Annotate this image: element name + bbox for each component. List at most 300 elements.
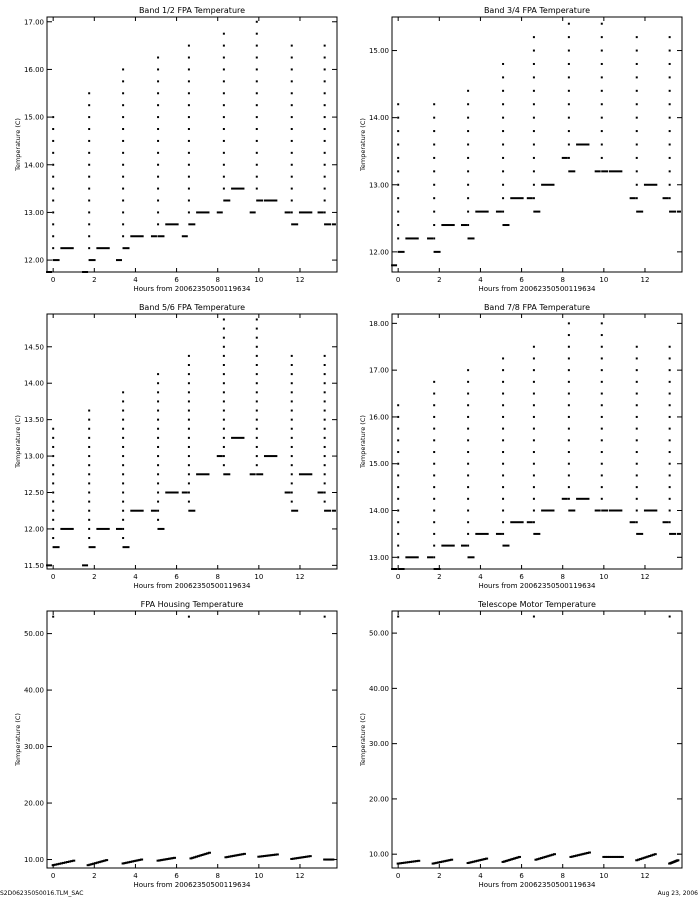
- data-point: [461, 224, 467, 226]
- data-point: [433, 404, 435, 406]
- data-point: [601, 474, 603, 476]
- data-point: [533, 439, 535, 441]
- data-point: [223, 410, 225, 412]
- data-point: [636, 36, 638, 38]
- data-point: [502, 157, 504, 159]
- data-point: [88, 200, 90, 202]
- data-point: [157, 92, 159, 94]
- data-point: [285, 492, 291, 494]
- y-tick-label: 20.00: [23, 799, 44, 808]
- data-point: [256, 373, 258, 375]
- data-point: [52, 188, 54, 190]
- data-point: [324, 391, 326, 393]
- data-point: [568, 36, 570, 38]
- data-point: [188, 223, 195, 225]
- data-point: [433, 130, 435, 132]
- data-point: [188, 80, 190, 82]
- data-point: [533, 474, 535, 476]
- data-point: [122, 80, 124, 82]
- data-point: [533, 486, 535, 488]
- data-point: [223, 391, 225, 393]
- data-point: [533, 130, 535, 132]
- data-point: [405, 556, 418, 558]
- data-point: [595, 170, 601, 172]
- data-point: [636, 197, 638, 199]
- data-point: [433, 211, 435, 213]
- data-point: [502, 211, 504, 213]
- y-tick-label: 11.50: [23, 561, 44, 570]
- data-point: [157, 437, 159, 439]
- data-point: [588, 852, 591, 854]
- data-point: [324, 419, 326, 421]
- data-point: [467, 451, 469, 453]
- data-point: [677, 211, 681, 213]
- data-point: [601, 463, 603, 465]
- data-point: [502, 170, 504, 172]
- data-point: [669, 184, 671, 186]
- chart-panel-6: [359, 600, 682, 889]
- data-point: [88, 235, 90, 237]
- data-point: [140, 859, 143, 861]
- data-point: [433, 416, 435, 418]
- data-point: [82, 271, 88, 273]
- data-point: [398, 568, 405, 570]
- data-point: [467, 486, 469, 488]
- plot-frame: [392, 314, 682, 569]
- data-point: [533, 369, 535, 371]
- y-tick-label: 14.00: [368, 114, 389, 123]
- y-tick-label: 12.50: [23, 489, 44, 497]
- data-point: [533, 521, 535, 523]
- footer-date: Aug 23, 2006: [657, 890, 698, 897]
- data-point: [397, 533, 399, 535]
- data-point: [467, 474, 469, 476]
- data-point: [122, 188, 124, 190]
- data-point: [89, 546, 96, 548]
- data-point: [88, 410, 90, 412]
- data-point: [223, 104, 225, 106]
- data-point: [601, 157, 603, 159]
- data-point: [636, 117, 638, 119]
- data-point: [467, 157, 469, 159]
- data-point: [122, 473, 124, 475]
- chart-title: Telescope Motor Temperature: [478, 600, 596, 609]
- x-tick-label: 8: [215, 573, 220, 581]
- data-point: [88, 501, 90, 503]
- data-point: [636, 170, 638, 172]
- data-point: [502, 197, 504, 199]
- data-point: [324, 57, 326, 59]
- data-point: [636, 369, 638, 371]
- data-point: [324, 428, 326, 430]
- data-point: [441, 224, 454, 226]
- data-point: [636, 521, 638, 523]
- data-point: [541, 510, 554, 512]
- y-tick-label: 16.00: [368, 413, 389, 422]
- data-point: [467, 533, 469, 535]
- x-tick-label: 12: [640, 872, 650, 880]
- data-point: [533, 63, 535, 65]
- data-point: [291, 104, 293, 106]
- data-point: [188, 355, 190, 357]
- data-point: [434, 251, 441, 253]
- data-point: [397, 211, 399, 213]
- data-point: [669, 474, 671, 476]
- data-point: [165, 223, 178, 225]
- data-point: [568, 322, 570, 324]
- data-point: [188, 176, 190, 178]
- data-point: [669, 346, 671, 348]
- data-point: [157, 382, 159, 384]
- data-point: [502, 533, 504, 535]
- data-point: [243, 853, 246, 855]
- data-point: [256, 337, 258, 339]
- data-point: [568, 23, 570, 25]
- data-point: [636, 381, 638, 383]
- data-point: [157, 419, 159, 421]
- data-point: [291, 455, 293, 457]
- data-point: [467, 498, 469, 500]
- data-point: [88, 510, 90, 512]
- data-point: [188, 492, 190, 494]
- data-point: [223, 355, 225, 357]
- data-point: [130, 235, 143, 237]
- data-point: [223, 200, 230, 202]
- data-point: [276, 853, 279, 855]
- x-tick-label: 4: [478, 276, 483, 284]
- data-point: [256, 382, 258, 384]
- data-point: [434, 568, 441, 570]
- data-point: [157, 176, 159, 178]
- data-point: [636, 404, 638, 406]
- data-point: [397, 144, 399, 146]
- data-point: [601, 63, 603, 65]
- data-point: [324, 501, 326, 503]
- data-point: [291, 152, 293, 154]
- data-point: [417, 860, 420, 862]
- x-tick-label: 2: [437, 573, 442, 581]
- data-point: [188, 200, 190, 202]
- data-point: [157, 428, 159, 430]
- data-point: [533, 184, 535, 186]
- data-point: [324, 140, 326, 142]
- x-tick-label: 6: [174, 872, 179, 880]
- y-tick-label: 17.00: [23, 18, 44, 27]
- data-point: [324, 373, 326, 375]
- data-point: [601, 451, 603, 453]
- footer-filename: S2D06235050016.TLM_SAC: [0, 890, 84, 897]
- x-tick-label: 2: [92, 276, 97, 284]
- data-point: [427, 237, 433, 239]
- data-point: [676, 859, 679, 861]
- data-point: [122, 140, 124, 142]
- data-point: [397, 486, 399, 488]
- data-point: [122, 519, 124, 521]
- data-point: [223, 419, 225, 421]
- data-point: [502, 357, 504, 359]
- data-point: [188, 382, 190, 384]
- plot-frame: [47, 17, 337, 272]
- data-point: [533, 76, 535, 78]
- x-tick-label: 6: [519, 872, 524, 880]
- data-point: [151, 510, 157, 512]
- y-tick-label: 12.00: [368, 248, 389, 257]
- data-point: [82, 564, 88, 566]
- data-point: [188, 400, 190, 402]
- data-point: [88, 528, 90, 530]
- data-point: [433, 224, 435, 226]
- data-point: [264, 455, 277, 457]
- data-point: [568, 170, 575, 172]
- data-point: [324, 80, 326, 82]
- data-point: [291, 482, 293, 484]
- data-point: [157, 391, 159, 393]
- y-tick-label: 14.00: [23, 379, 44, 388]
- plot-frame: [392, 17, 682, 272]
- x-tick-label: 12: [295, 573, 305, 581]
- data-point: [223, 455, 225, 457]
- data-point: [116, 528, 122, 530]
- data-point: [601, 23, 603, 25]
- data-point: [256, 400, 258, 402]
- data-point: [467, 463, 469, 465]
- data-point: [264, 200, 277, 202]
- data-point: [157, 501, 159, 503]
- data-point: [433, 428, 435, 430]
- data-point: [188, 104, 190, 106]
- x-tick-label: 8: [560, 276, 565, 284]
- data-point: [663, 197, 669, 199]
- data-point: [636, 486, 638, 488]
- x-tick-label: 4: [133, 276, 138, 284]
- data-point: [256, 104, 258, 106]
- data-point: [502, 404, 504, 406]
- data-point: [644, 510, 657, 512]
- y-tick-label: 40.00: [23, 686, 44, 695]
- data-point: [188, 391, 190, 393]
- x-axis-label: Hours from 20062350500119634: [133, 881, 251, 889]
- y-tick-label: 13.50: [23, 416, 44, 425]
- data-point: [636, 451, 638, 453]
- data-point: [502, 510, 504, 512]
- data-point: [116, 259, 122, 261]
- data-point: [669, 130, 671, 132]
- data-point: [324, 400, 326, 402]
- data-point: [157, 410, 159, 412]
- data-point: [433, 170, 435, 172]
- data-point: [157, 200, 159, 202]
- data-point: [53, 259, 60, 261]
- data-point: [568, 393, 570, 395]
- data-point: [669, 533, 676, 535]
- data-point: [188, 446, 190, 448]
- data-point: [601, 369, 603, 371]
- chart-title: Band 5/6 FPA Temperature: [138, 303, 246, 312]
- data-point: [397, 521, 399, 523]
- data-point: [157, 116, 159, 118]
- data-point: [533, 144, 535, 146]
- data-point: [256, 464, 258, 466]
- data-point: [88, 446, 90, 448]
- data-point: [595, 510, 601, 512]
- data-point: [609, 170, 622, 172]
- y-tick-label: 15.00: [23, 113, 44, 122]
- data-point: [669, 404, 671, 406]
- data-point: [324, 616, 326, 618]
- data-point: [467, 393, 469, 395]
- data-point: [123, 247, 130, 249]
- data-point: [397, 451, 399, 453]
- data-point: [397, 404, 399, 406]
- data-point: [576, 144, 589, 146]
- data-point: [568, 117, 570, 119]
- data-point: [157, 510, 159, 512]
- data-point: [188, 616, 190, 618]
- data-point: [568, 90, 570, 92]
- data-point: [122, 501, 124, 503]
- data-point: [88, 104, 90, 106]
- data-point: [223, 176, 225, 178]
- data-point: [250, 473, 256, 475]
- data-point: [391, 568, 397, 570]
- data-point: [433, 144, 435, 146]
- data-point: [182, 492, 188, 494]
- data-point: [188, 152, 190, 154]
- data-point: [291, 92, 293, 94]
- data-point: [397, 224, 399, 226]
- data-point: [223, 346, 225, 348]
- chart-title: FPA Housing Temperature: [140, 600, 244, 609]
- data-point: [188, 419, 190, 421]
- y-tick-label: 30.00: [368, 740, 389, 749]
- data-point: [88, 247, 90, 249]
- data-point: [601, 334, 603, 336]
- data-point: [441, 545, 454, 547]
- data-point: [188, 92, 190, 94]
- data-point: [223, 328, 225, 330]
- data-point: [291, 176, 293, 178]
- data-point: [291, 45, 293, 47]
- data-point: [157, 188, 159, 190]
- data-point: [52, 455, 54, 457]
- data-point: [157, 128, 159, 130]
- data-point: [122, 104, 124, 106]
- data-point: [157, 373, 159, 375]
- data-point: [256, 318, 258, 320]
- data-point: [533, 463, 535, 465]
- data-point: [122, 152, 124, 154]
- data-point: [122, 200, 124, 202]
- data-point: [324, 128, 326, 130]
- data-point: [52, 428, 54, 430]
- x-tick-label: 12: [640, 573, 650, 581]
- data-point: [467, 428, 469, 430]
- data-point: [223, 45, 225, 47]
- data-point: [397, 184, 399, 186]
- data-point: [52, 437, 54, 439]
- data-point: [157, 473, 159, 475]
- data-point: [223, 164, 225, 166]
- data-point: [502, 130, 504, 132]
- data-point: [669, 439, 671, 441]
- data-point: [669, 616, 671, 618]
- y-tick-label: 14.00: [368, 507, 389, 516]
- data-point: [636, 393, 638, 395]
- data-point: [151, 235, 157, 237]
- data-point: [223, 128, 225, 130]
- data-point: [324, 455, 326, 457]
- x-tick-label: 4: [478, 573, 483, 581]
- data-point: [46, 271, 52, 273]
- data-point: [88, 519, 90, 521]
- data-point: [256, 364, 258, 366]
- data-point: [568, 76, 570, 78]
- data-point: [122, 223, 124, 225]
- plot-frame: [47, 611, 337, 868]
- data-point: [502, 184, 504, 186]
- data-point: [669, 451, 671, 453]
- data-point: [256, 328, 258, 330]
- data-point: [52, 473, 54, 475]
- x-tick-label: 10: [254, 276, 264, 284]
- data-point: [52, 510, 54, 512]
- data-point: [291, 382, 293, 384]
- data-point: [467, 90, 469, 92]
- data-point: [318, 211, 324, 213]
- data-point: [636, 157, 638, 159]
- y-tick-label: 12.00: [23, 525, 44, 534]
- x-tick-label: 6: [174, 573, 179, 581]
- data-point: [636, 130, 638, 132]
- data-point: [636, 50, 638, 52]
- data-point: [223, 473, 230, 475]
- data-point: [324, 473, 326, 475]
- data-point: [669, 211, 676, 213]
- data-point: [223, 464, 225, 466]
- data-point: [291, 140, 293, 142]
- data-point: [188, 164, 190, 166]
- data-point: [467, 211, 469, 213]
- data-point: [502, 63, 504, 65]
- x-tick-label: 8: [560, 872, 565, 880]
- data-point: [188, 510, 195, 512]
- data-point: [188, 68, 190, 70]
- data-point: [576, 498, 589, 500]
- data-point: [533, 117, 535, 119]
- data-point: [433, 510, 435, 512]
- y-tick-label: 30.00: [23, 743, 44, 752]
- data-point: [188, 482, 190, 484]
- y-axis-label: Temperature (C): [14, 118, 22, 171]
- data-point: [502, 439, 504, 441]
- y-tick-label: 10.00: [368, 850, 389, 859]
- data-point: [601, 486, 603, 488]
- data-point: [397, 474, 399, 476]
- data-point: [157, 455, 159, 457]
- data-point: [223, 80, 225, 82]
- data-point: [533, 103, 535, 105]
- data-point: [568, 369, 570, 371]
- data-point: [291, 492, 293, 494]
- data-point: [533, 90, 535, 92]
- data-point: [433, 474, 435, 476]
- data-point: [636, 90, 638, 92]
- data-point: [256, 152, 258, 154]
- data-point: [324, 152, 326, 154]
- data-point: [72, 860, 75, 862]
- data-point: [427, 556, 433, 558]
- data-point: [324, 446, 326, 448]
